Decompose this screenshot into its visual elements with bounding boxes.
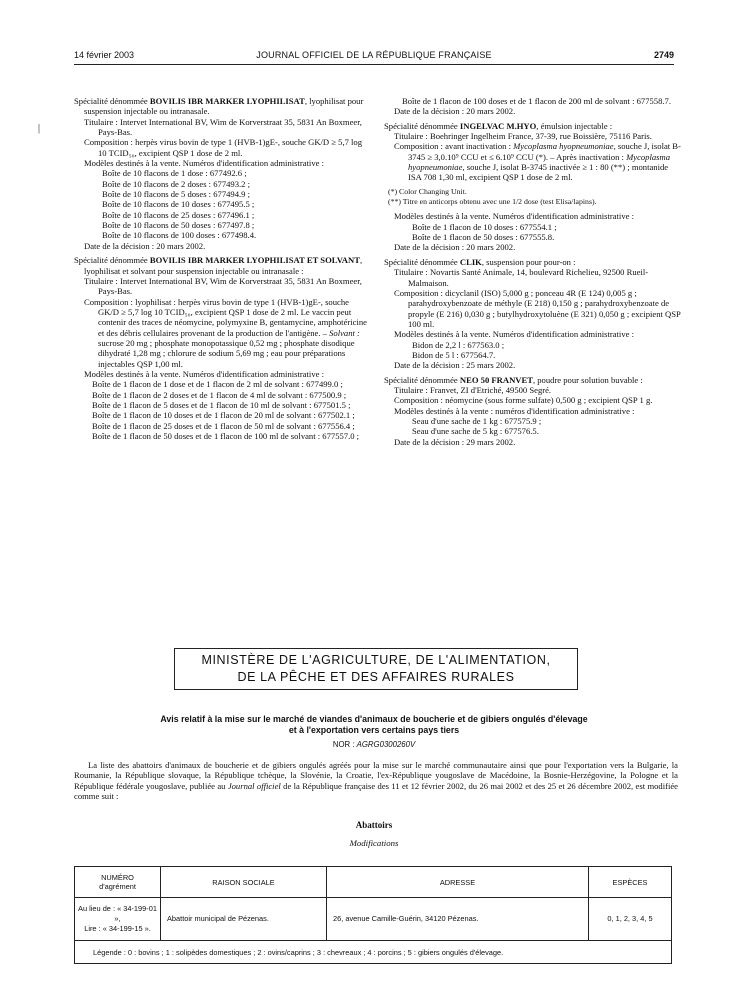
section-subtitle: Modifications: [349, 838, 399, 848]
specialite-heading: Spécialité dénommée BOVILIS IBR MARKER LYOPHILISAT ET SOLVANT, lyophilisat et solvant pour suspension injectable ou intranasale :: [74, 255, 363, 276]
list-item: Boîte de 10 flacons de 5 doses : 677494.9 ;: [102, 189, 250, 200]
list-item: Boîte de 1 flacon de 2 doses et de 1 flacon de 4 ml de solvant : 677500.9 ;: [92, 389, 347, 400]
margin-mark: |: [38, 123, 41, 134]
list-item: Boîte de 1 flacon de 25 doses et de 1 flacon de 50 ml de solvant : 677556.4 ;: [92, 420, 355, 431]
composition: Composition : néomycine (sous forme sulfate) 0,500 g ; excipient QSP 1 g.: [394, 395, 653, 406]
list-item: Boîte de 10 flacons de 25 doses : 677496.1 ;: [102, 209, 255, 220]
table-row: [75, 898, 671, 941]
titulaire: Titulaire : Intervet International BV, Wim de Korverstraat 35, 5831 An Boxmeer, Pays-Bas.: [84, 275, 362, 297]
composition: Composition : avant inactivation : Mycoplasma hyopneumoniae, souche J, isolat B-3745 ≥ 3,0.10⁹ CCU et ≤ 6.10⁹ CCU (*). – Après inactivation : Mycoplasma hyopneumoniae, souche J, isolat B-3745 inactivée ≥ 1 : 80 (**) ; montanide ISA 708 1,30 ml, excipient QSP 1 dose de 2 ml.: [394, 141, 681, 183]
nor-reference: NOR : AGRG0300260V: [332, 740, 416, 749]
list-item: Boîte de 1 flacon de 10 doses et de 1 flacon de 20 ml de solvant : 677502.1 ;: [92, 410, 355, 421]
header-adresse: ADRESSE: [327, 867, 589, 897]
specialite-heading: Spécialité dénommée CLIK, suspension pour pour-on :: [384, 256, 576, 267]
abattoirs-table: [74, 866, 672, 964]
specialite-heading: Spécialité dénommée NEO 50 FRANVET, poudre pour solution buvable :: [384, 374, 643, 385]
list-item: Boîte de 1 flacon de 50 doses et de 1 flacon de 100 ml de solvant : 677557.0 ;: [92, 431, 360, 441]
table-header: [75, 867, 671, 898]
composition: Composition : dicyclanil (ISO) 5,000 g ; ponceau 4R (E 124) 0,005 g ; parahydroxybenzoate de méthyle (E 218) 0,150 g ; parahydroxybenzoate de propyle (E 216) 0,030 g ; butylhydroxytoluène (E 321) 0,050 g ; excipient QSP 100 ml.: [394, 287, 681, 329]
list-item: Boîte de 1 flacon de 10 doses : 677554.1 ;: [412, 221, 557, 232]
composition: Composition : lyophilisat : herpès virus bovin de type 1 (HVB-1)gE-, souche GK/D ≥ 5,7 log 10 TCID₅₀, excipient QSP 1 dose de 2 ml. Le vaccin peut contenir des traces de néomycine, polymyxine B, gentamycine, amphotéricine et des débris cellulaires provenant de la production de l'antigène. – Solvant : sucrose 20 mg ; phosphate monopotassique 0,52 mg ; phosphate disodique dihydraté 1,28 mg ; chlorure de sodium 5,69 mg ; eau pour préparations injectables QSP 1,00 ml.: [84, 296, 367, 369]
list-item: Boîte de 1 flacon de 50 doses : 677555.8.: [412, 232, 555, 243]
ministry-line: DE LA PÊCHE ET DES AFFAIRES RURALES: [237, 670, 515, 684]
decision-date: Date de la décision : 29 mars 2002.: [394, 436, 516, 447]
issue-date: 14 février 2003: [74, 50, 135, 60]
avis-body: La liste des abattoirs d'animaux de boucherie et de gibiers ongulés agréés pour la mise sur le marché communautaire ainsi que pour l'exportation vers la Bulgarie, la Roumanie, la République slovaque, la République tchèque, la Slovénie, la Croatie, l'ex-République yougoslave de Macédoine, la Bosnie-Herzégovine, la Pologne et la République fédérale yougoslave, publiée au Journal officiel de la République française des 11 et 12 février 2002, du 26 mai 2002 et des 25 et 26 décembre 2002, est modifiée comme suit :: [74, 760, 678, 801]
list-item: Boîte de 1 flacon de 5 doses et de 1 flacon de 10 ml de solvant : 677501.5 ;: [92, 399, 351, 410]
decision-date: Date de la décision : 20 mars 2002.: [394, 242, 516, 253]
decision-date: Date de la décision : 25 mars 2002.: [394, 360, 516, 371]
left-column: [74, 96, 372, 441]
list-item: Boîte de 10 flacons de 100 doses : 677498.4.: [102, 230, 257, 241]
list-item: Bidon de 2,2 l : 677563.0 ;: [412, 339, 505, 350]
ministry-line: MINISTÈRE DE L'AGRICULTURE, DE L'ALIMENTATION,: [201, 653, 551, 667]
titulaire: Titulaire : Boehringer Ingelheim France, 37-39, rue Boissière, 75116 Paris.: [394, 131, 652, 142]
footnote: (*) Color Changing Unit.: [388, 186, 467, 196]
ministry-box: [174, 648, 578, 690]
cell-raison-sociale: Abattoir municipal de Pézenas.: [161, 898, 327, 940]
header-raison-sociale: RAISON SOCIALE: [161, 867, 327, 897]
specialite-heading: Spécialité dénommée INGELVAC M.HYO, émulsion injectable :: [384, 120, 613, 131]
list-item: Boîte de 10 flacons de 50 doses : 677497.8 ;: [102, 220, 255, 231]
list-item: Seau d'une sache de 1 kg : 677575.9 ;: [412, 415, 542, 426]
avis-title-line: Avis relatif à la mise sur le marché de viandes d'animaux de boucherie et de gibiers ongulés d'élevage: [160, 714, 588, 724]
footnote: (**) Titre en anticorps obtenu avec une 1/2 dose (test Elisa/lapins).: [388, 197, 597, 207]
table-legend: Légende : 0 : bovins ; 1 : solipèdes domestiques ; 2 : ovins/caprins ; 3 : chevreaux ; 4 : porcins ; 5 : gibiers ongulés d'élevage.: [93, 947, 504, 957]
list-item: Boîte de 1 flacon de 1 dose et de 1 flacon de 2 ml de solvant : 677499.0 ;: [92, 379, 343, 390]
titulaire: Titulaire : Intervet International BV, Wim de Korverstraat 35, 5831 An Boxmeer, Pays-Bas.: [84, 116, 362, 138]
avis-title: [74, 714, 674, 736]
composition: Composition : herpès virus bovin de type 1 (HVB-1)gE-, souche GK/D ≥ 5,7 log 10 TCID₅₀, excipient QSP 1 dose de 2 ml.: [84, 137, 363, 158]
page-header: [74, 50, 674, 64]
decision-date: Date de la décision : 20 mars 2002.: [394, 106, 516, 117]
specialite-heading: Spécialité dénommée BOVILIS IBR MARKER LYOPHILISAT, lyophilisat pour suspension injectable ou intranasale.: [74, 96, 364, 117]
decision-date: Date de la décision : 20 mars 2002.: [84, 240, 206, 251]
cell-adresse: 26, avenue Camille-Guérin, 34120 Pézenas.: [327, 898, 589, 940]
list-item: Seau d'une sache de 5 kg : 677576.5.: [412, 426, 539, 437]
right-column: [384, 96, 682, 447]
header-rule: [74, 64, 674, 65]
titulaire: Titulaire : Novartis Santé Animale, 14, boulevard Richelieu, 92500 Rueil-Malmaison.: [394, 267, 649, 288]
modeles: Modèles destinés à la vente. Numéros d'identification administrative :: [84, 368, 324, 379]
avis-title-line: et à l'exportation vers certains pays tiers: [288, 725, 460, 735]
header-especes: ESPÈCES: [612, 877, 648, 887]
page-number: 2749: [653, 50, 674, 60]
header-numero: NUMÉRO d'agrément: [75, 867, 161, 897]
cell-especes: 0, 1, 2, 3, 4, 5: [607, 914, 653, 923]
section-title: Abattoirs: [355, 820, 393, 830]
list-item: Boîte de 10 flacons de 10 doses : 677495.5 ;: [102, 199, 255, 210]
list-item: Boîte de 10 flacons de 1 dose : 677492.6 ;: [102, 168, 247, 179]
cell-numero: Au lieu de : « 34-199-01 », Lire : « 34-199-15 ».: [75, 898, 161, 940]
journal-title: JOURNAL OFFICIEL DE LA RÉPUBLIQUE FRANÇAISE: [256, 50, 492, 60]
modeles: Modèles destinés à la vente. Numéros d'identification administrative :: [394, 329, 634, 340]
titulaire: Titulaire : Franvet, ZI d'Etriché, 49500 Segré.: [394, 384, 552, 395]
modeles: Modèles destinés à la vente. Numéros d'identification administrative :: [84, 158, 324, 169]
modeles: Modèles destinés à la vente. Numéros d'identification administrative :: [394, 211, 634, 222]
list-item: Bidon de 5 l : 677564.7.: [412, 349, 496, 360]
list-item: Boîte de 1 flacon de 100 doses et de 1 flacon de 200 ml de solvant : 677558.7.: [402, 96, 671, 106]
modeles: Modèles destinés à la vente : numéros d'identification administrative :: [394, 405, 635, 416]
list-item: Boîte de 10 flacons de 2 doses : 677493.2 ;: [102, 178, 250, 189]
